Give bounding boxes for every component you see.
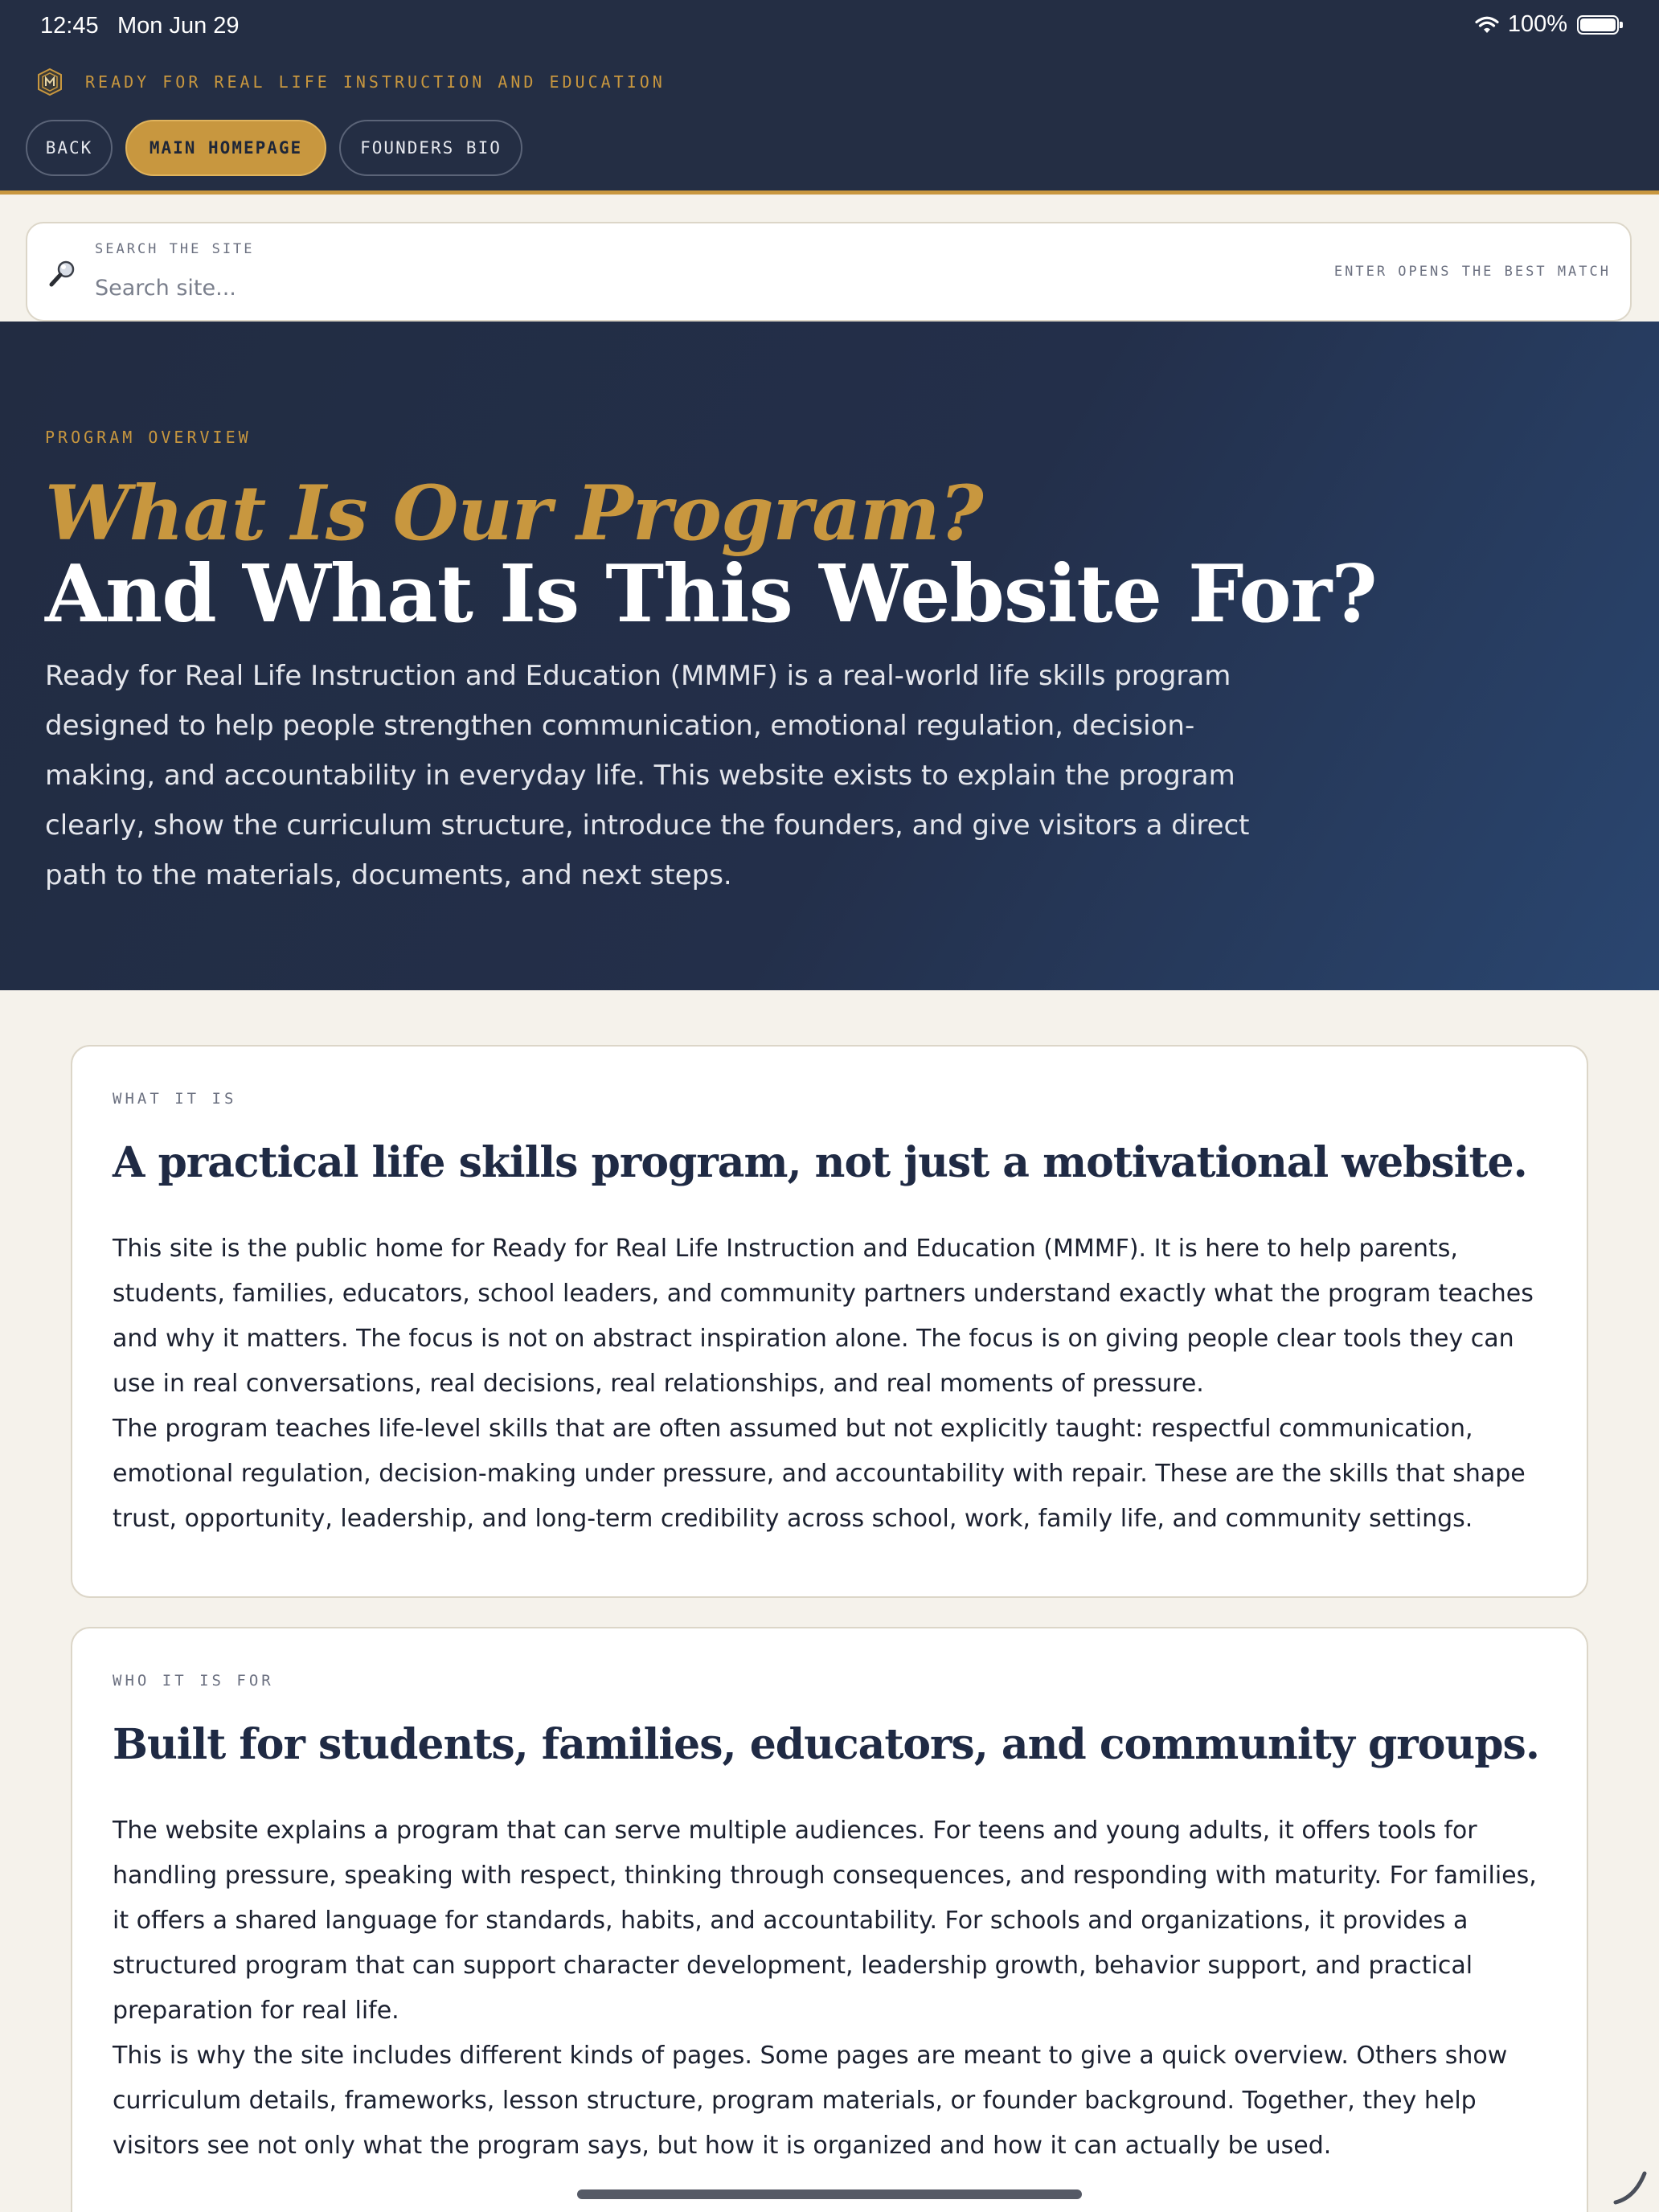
search-card (26, 222, 1632, 322)
hero-eyebrow: PROGRAM OVERVIEW (45, 428, 252, 447)
what-it-is-card (71, 1045, 1588, 1598)
card-paragraph: This site is the public home for Ready for Real Life Instruction and Education (MMMF). It is here to help parents, students, families, educators, school leaders, and community partners understand exactly what the program teaches and why it matters. The focus is not on abstract inspiration alone. The focus is on giving people clear tools they can use in real conversations, real decisions, real relationships, and real moments of pressure. (113, 1235, 1534, 1398)
battery-icon (1577, 15, 1619, 35)
hero-section (0, 322, 1659, 990)
battery-fill (1580, 18, 1616, 31)
search-hint: ENTER OPENS THE BEST MATCH (1333, 264, 1611, 280)
card-eyebrow: WHAT IT IS (113, 1090, 237, 1108)
battery-percentage: 100% (1507, 11, 1567, 37)
hero-title-line-1: What Is Our Program? (45, 469, 983, 558)
status-bar (0, 0, 1659, 53)
nav-buttons (26, 120, 535, 176)
status-indicators (1474, 11, 1619, 38)
card-paragraph: The program teaches life-level skills that are often assumed but not explicitly taught: respectful communication, emotional regulation, decision-making under pressure, and accountability with repair. These are the skills that shape trust, opportunity, leadership, and long-term credibility across school, work, family life, and community settings. (113, 1415, 1526, 1533)
magnifier-icon (47, 257, 79, 289)
wifi-icon (1474, 15, 1500, 35)
hero-title-line-2: And What Is This Website For? (45, 548, 1377, 641)
founders-bio-button[interactable]: FOUNDERS BIO (339, 120, 522, 176)
card-paragraph: This is why the site includes different kinds of pages. Some pages are meant to give a quick overview. Others show curriculum details, frameworks, lesson structure, program materials, or founder background. Together, they help visitors see not only what the program says, but how it is organized and how it can actually be used. (113, 2042, 1508, 2160)
card-paragraph: The website explains a program that can serve multiple audiences. For teens and young adults, it offers tools for handling pressure, speaking with respect, thinking through consequences, and responding with maturity. For families, it offers a shared language for standards, habits, and accountability. For schools and organizations, it provides a structured program that can support character development, leadership growth, behavior support, and practical preparation for real life. (113, 1817, 1537, 2025)
card-heading: A practical life skills program, not just a motivational website. (113, 1138, 1527, 1187)
status-date: Mon Jun 29 (117, 13, 240, 39)
main-homepage-button[interactable]: MAIN HOMEPAGE (125, 120, 326, 176)
hero-description: Ready for Real Life Instruction and Education (MMMF) is a real-world life skills program designed to help people strengthen communication, emotional regulation, decision-making, and accountability in everyday life. This website exists to explain the program clearly, show the curriculum structure, introduce the founders, and give visitors a direct path to the materials, documents, and next steps. (45, 660, 1250, 891)
back-button[interactable]: BACK (26, 120, 113, 176)
resize-handle-icon[interactable] (1611, 2162, 1651, 2207)
card-heading: Built for students, families, educators, and community groups. (113, 1720, 1539, 1769)
home-indicator[interactable] (577, 2189, 1082, 2199)
shield-logo-icon (35, 68, 64, 96)
who-it-is-for-card (71, 1627, 1588, 2212)
brand[interactable] (35, 68, 666, 96)
status-time: 12:45 (40, 13, 99, 39)
brand-title: READY FOR REAL LIFE INSTRUCTION AND EDUCATION (85, 72, 666, 92)
search-input[interactable] (95, 270, 1220, 305)
search-label: SEARCH THE SITE (95, 241, 255, 257)
top-navigation-bar (0, 0, 1659, 195)
card-eyebrow: WHO IT IS FOR (113, 1672, 274, 1690)
